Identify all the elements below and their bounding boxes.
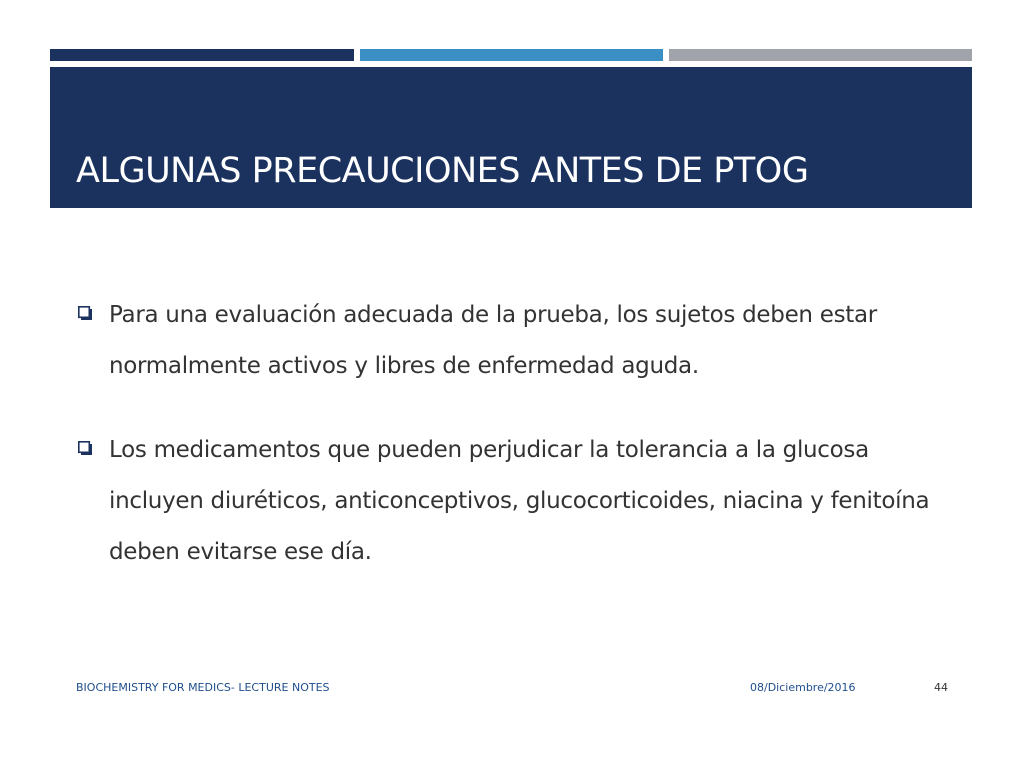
checkbox-square-icon bbox=[78, 306, 93, 321]
bullet-line: Los medicamentos que pueden perjudicar la tolerancia a la glucosa bbox=[109, 437, 869, 463]
footer-course-title: BIOCHEMISTRY FOR MEDICS- LECTURE NOTES bbox=[76, 681, 330, 694]
bullet-line: incluyen diuréticos, anticonceptivos, glucocorticoides, niacina y fenitoína bbox=[109, 488, 930, 514]
slide-title: ALGUNAS PRECAUCIONES ANTES DE PTOG bbox=[76, 151, 809, 191]
page-number: 44 bbox=[934, 681, 948, 694]
footer-date: 08/Diciembre/2016 bbox=[750, 681, 856, 694]
bullet-item bbox=[76, 290, 956, 392]
bullet-line: Para una evaluación adecuada de la prueba, los sujetos deben estar bbox=[109, 302, 877, 328]
bullet-line: deben evitarse ese día. bbox=[109, 539, 372, 565]
accent-bar-dark bbox=[50, 49, 354, 61]
checkbox-square-icon bbox=[78, 441, 93, 456]
title-band bbox=[50, 67, 972, 208]
bullet-item bbox=[76, 425, 956, 578]
accent-bar-mid bbox=[360, 49, 663, 61]
bullet-line: normalmente activos y libres de enfermedad aguda. bbox=[109, 353, 699, 379]
bullet-list bbox=[76, 290, 956, 578]
accent-bar-gray bbox=[669, 49, 972, 61]
